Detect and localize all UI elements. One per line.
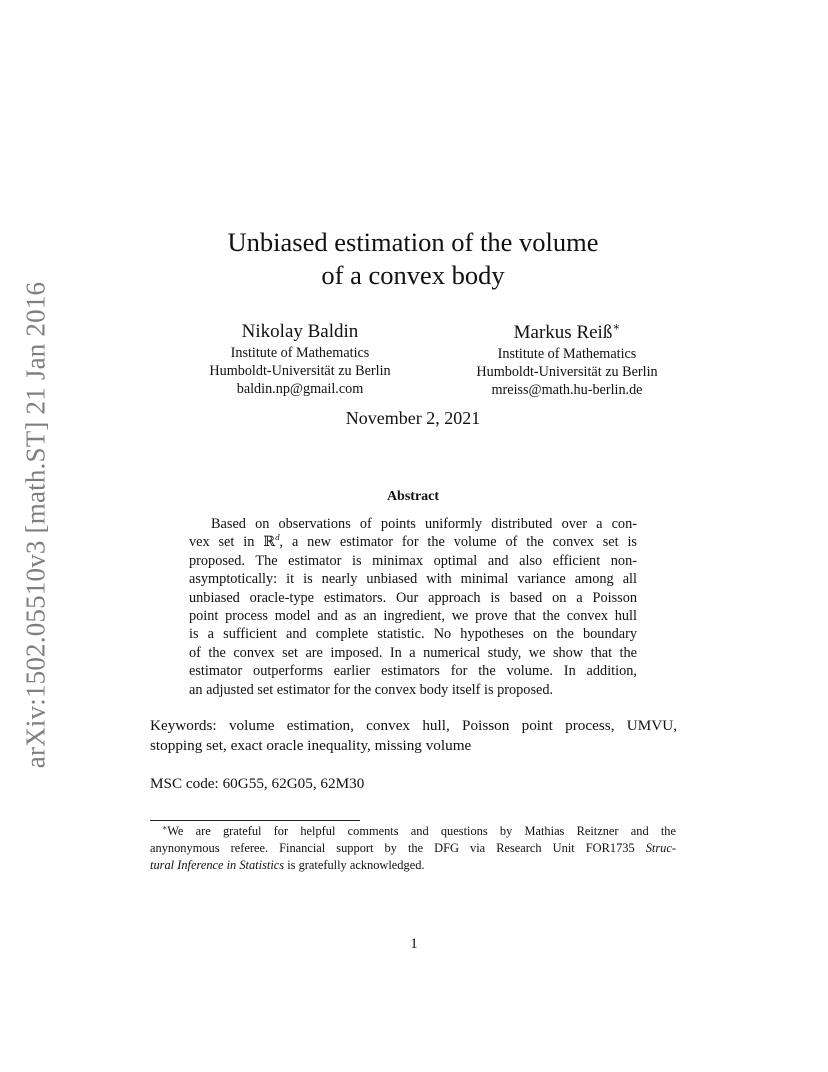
author-affiliation-university: Humboldt-Universität zu Berlin [476, 364, 658, 380]
footnote-text: We are grateful for helpful comments and questions by Mathias Reitzner and the [167, 824, 676, 838]
abstract-heading: Abstract [386, 489, 440, 504]
author-name-text: Markus Reiß [513, 322, 613, 343]
footnote-line [150, 823, 676, 840]
author-affiliation-institute: Institute of Mathematics [230, 345, 370, 361]
abstract-line: proposed. The estimator is minimax optimal and also efficient non- [189, 552, 637, 569]
msc-codes: MSC code: 60G55, 62G05, 62M30 [150, 775, 365, 792]
author-block-reiss [455, 321, 679, 399]
keywords-line: Keywords: volume estimation, convex hull, Poisson point process, UMVU, [150, 717, 677, 734]
footnote-text: is gratefully acknowledged. [284, 857, 425, 872]
abstract-text: , a new estimator for the volume of the convex set is [279, 534, 637, 551]
real-numbers-symbol: ℝ [263, 534, 276, 551]
footnote-text: anynonymous referee. Financial support by the DFG via Research Unit FOR1735 [150, 840, 646, 855]
footnote-line [150, 857, 676, 874]
keywords [150, 716, 677, 756]
author-name [455, 321, 679, 345]
author-email: baldin.np@gmail.com [236, 381, 364, 397]
abstract-text: vex set in [189, 534, 264, 551]
footnote-line [150, 840, 676, 857]
paper-title [130, 226, 696, 292]
author-name: Nikolay Baldin [241, 321, 359, 342]
abstract-line: unbiased oracle-type estimators. Our approach is based on a Poisson [189, 589, 637, 606]
abstract-line: Based on observations of points uniformly distributed over a con- [211, 516, 637, 532]
abstract-line: of the convex set are imposed. In a numerical study, we show that the [189, 644, 637, 661]
author-email: mreiss@math.hu-berlin.de [491, 382, 643, 398]
abstract-line: estimator outperforms earlier estimators for the volume. In addition, [189, 663, 637, 680]
abstract-body [189, 515, 637, 699]
arxiv-identifier-stamp: arXiv:1502.05510v3 [math.ST] 21 Jan 2016 [20, 281, 51, 769]
author-affiliation-university: Humboldt-Universität zu Berlin [209, 363, 391, 379]
abstract-line: is a sufficient and complete statistic. No hypotheses on the boundary [189, 626, 637, 643]
abstract-line: asymptotically: it is nearly unbiased with minimal variance among all [189, 571, 637, 588]
author-affiliation-institute: Institute of Mathematics [497, 346, 637, 362]
abstract-line: an adjusted set estimator for the convex body itself is proposed. [189, 681, 554, 698]
footnote-italic-text: tural Inference in Statistics [150, 857, 285, 872]
footnote [150, 823, 676, 873]
abstract-line: point process model and as an ingredient, we prove that the convex hull [189, 608, 637, 625]
dimension-superscript: d [275, 532, 280, 543]
footnote-divider [150, 820, 360, 821]
abstract-line [189, 533, 637, 551]
paper-date: November 2, 2021 [345, 408, 481, 428]
footnote-italic-text: Struc- [645, 840, 676, 855]
paper-title-line-2: of a convex body [321, 260, 505, 290]
paper-title-line-1: Unbiased estimation of the volume [227, 227, 599, 257]
author-block-baldin [180, 320, 420, 398]
page-number: 1 [410, 936, 418, 952]
footnote-marker: ∗ [162, 822, 168, 832]
footnote-marker: ∗ [612, 320, 621, 334]
keywords-line: stopping set, exact oracle inequality, missing volume [150, 737, 472, 754]
